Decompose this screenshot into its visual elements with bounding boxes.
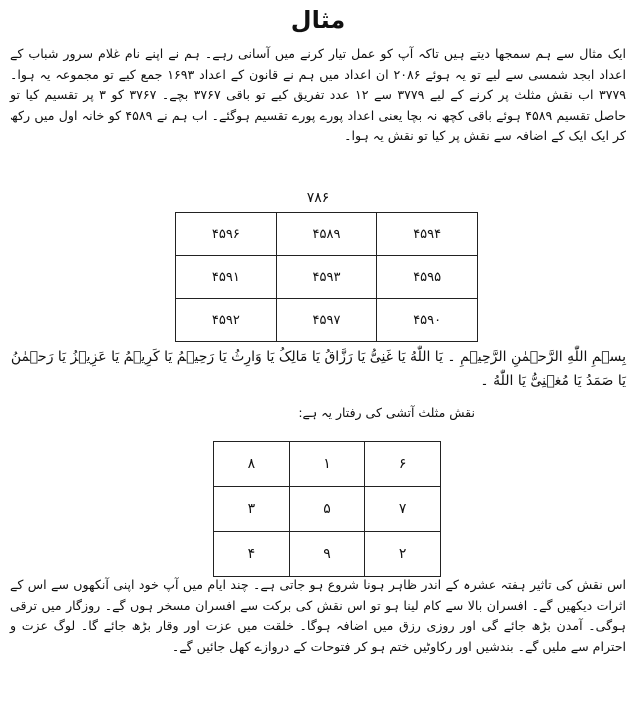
grid-cell: ۴۵۸۹ xyxy=(276,213,377,256)
grid-cell: ۴۵۹۶ xyxy=(176,213,277,256)
grid-cell: ۹ xyxy=(289,532,365,577)
naqsh-top-label: ۷۸۶ xyxy=(306,190,330,206)
page-title: مثال xyxy=(290,6,346,34)
table-row xyxy=(214,487,441,532)
grid-cell: ۳ xyxy=(214,487,290,532)
table-row xyxy=(214,532,441,577)
closing-paragraph: اس نقش کی تاثیر ہفتہ عشرہ کے اندر ظاہر ہونا شروع ہو جاتی ہے۔ چند ایام میں آپ خود اپنی آنکھوں سے اس کے اثرات دیکھیں گے۔ افسران بالا سے کام لینا ہو تو اس نقش کی برکت سے افسران مسخر ہوں گے۔ روزگار میں ترقی ہوگی۔ آمدن بڑھ جائے گی اور روزی رزق میں اضافہ ہوگا۔ خلقت میں عزت اور وقار بڑھ جائے گا۔ لوگ عزت و احترام سے ملیں گے۔ بندشیں اور رکاوٹیں ختم ہو کر فتوحات کے دروازے کھل جائیں گے۔ xyxy=(10,577,626,654)
grid-cell: ۲ xyxy=(365,532,441,577)
grid-cell: ۴۵۹۰ xyxy=(377,299,478,342)
grid-cell: ۸ xyxy=(214,442,290,487)
grid-cell: ۴۵۹۱ xyxy=(176,256,277,299)
grid-cell: ۴۵۹۵ xyxy=(377,256,478,299)
table-row xyxy=(176,256,478,299)
grid-cell: ۴ xyxy=(214,532,290,577)
naqsh-grid xyxy=(175,212,478,342)
grid-cell: ۴۵۹۲ xyxy=(176,299,277,342)
grid-cell: ۱ xyxy=(289,442,365,487)
grid-cell: ۷ xyxy=(365,487,441,532)
table-row xyxy=(176,299,478,342)
grid-cell: ۶ xyxy=(365,442,441,487)
grid-cell: ۵ xyxy=(289,487,365,532)
grid-cell: ۴۵۹۷ xyxy=(276,299,377,342)
table-row xyxy=(176,213,478,256)
speed-label: نقش مثلث آتشی کی رفتار یہ ہے: xyxy=(298,405,475,420)
intro-paragraph: ایک مثال سے ہم سمجھا دیتے ہیں تاکہ آپ کو عمل تیار کرنے میں آسانی رہے۔ ہم نے اپنے نام غلام سرور شباب کے اعداد ابجد شمسی سے لیے تو یہ ہوئے ۲۰۸۶ ان اعداد میں ہم نے قانون کے اعداد ۱۶۹۳ جمع کیے تو مجموعہ یہ ہوا۔ ۳۷۷۹ اب نقش مثلث پر کرنے کے لیے ۳۷۷۹ سے ۱۲ عدد تفریق کیے تو باقی ۳۷۶۷ بچے۔ ۳۷۶۷ کو ۳ پر تقسیم کیا تو حاصل تقسیم ۴۵۸۹ ہوئے باقی کچھ نہ بچا یعنی اعداد پورے پورے تقسیم ہوگئے۔ اب ہم نے ۴۵۸۹ کو خانہ اول میں رکھ کر ایک ایک کے اضافہ سے نقش پر کیا تو نقش یہ ہوا۔ xyxy=(10,46,626,143)
speed-grid xyxy=(213,441,441,577)
grid-cell: ۴۵۹۳ xyxy=(276,256,377,299)
dua-text: بِسۡمِ اللّٰهِ الرَّحۡمٰنِ الرَّحِیۡمِ ۔ یَا اللّٰهُ یَا غَنِیُّ یَا رَزَّاقُ یَا مَالِکُ یَا وَارِثُ یَا رَحِیۡمُ یَا کَرِیۡمُ یَا عَزِیۡزُ یَا رَحۡمٰنُ یَا صَمَدُ یَا مُغۡنِیُّ یَا اللّٰهُ ۔ xyxy=(10,349,626,389)
grid-cell: ۴۵۹۴ xyxy=(377,213,478,256)
table-row xyxy=(214,442,441,487)
